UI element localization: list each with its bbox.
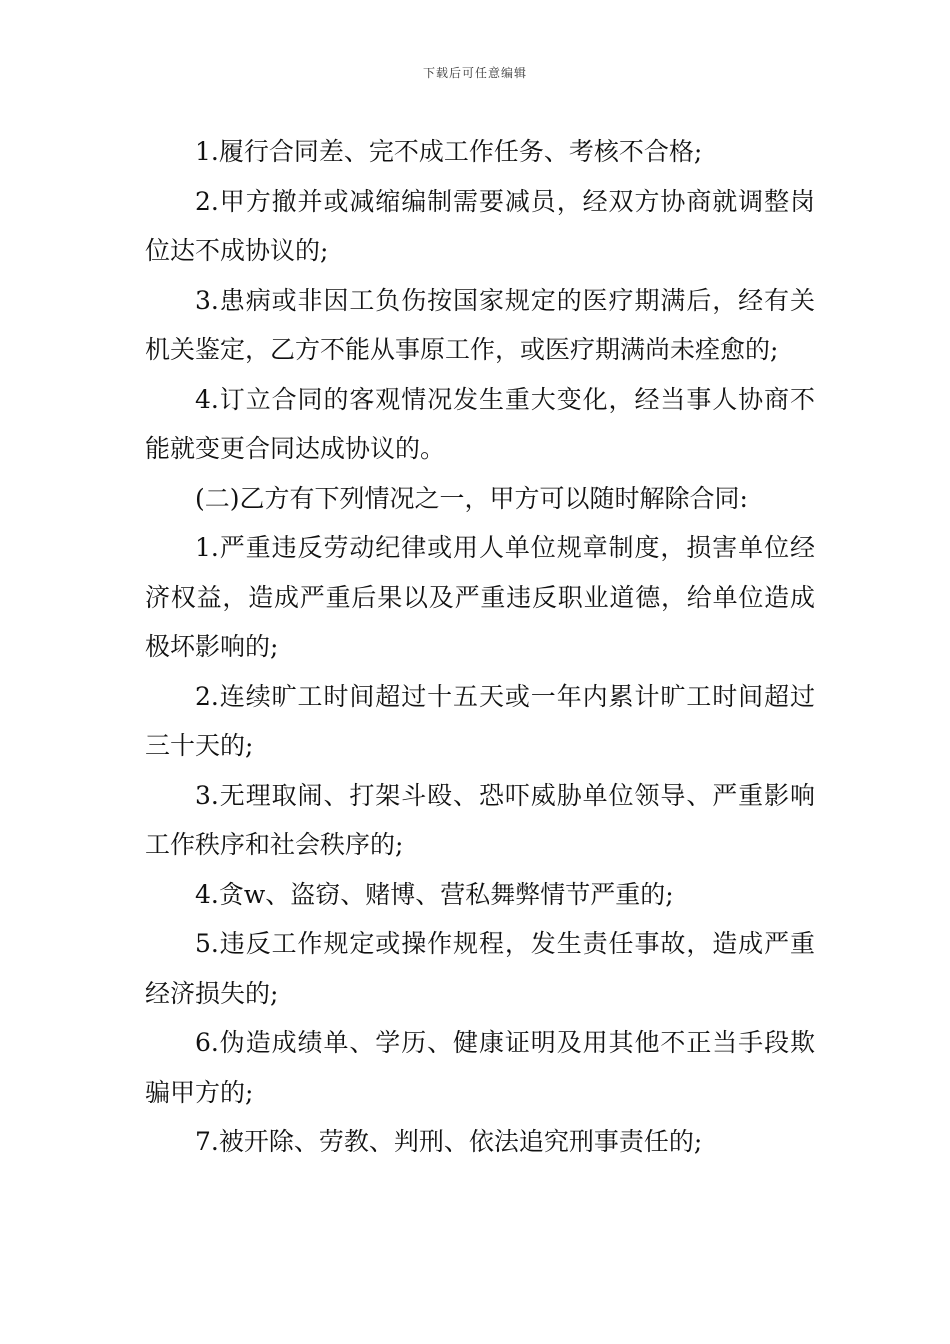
paragraph-2: 2.甲方撤并或减缩编制需要减员，经双方协商就调整岗位达不成协议的; bbox=[145, 186, 815, 265]
paragraph-10: 6.伪造成绩单、学历、健康证明及用其他不正当手段欺骗甲方的; bbox=[145, 1028, 815, 1107]
paragraph-5: 1.严重违反劳动纪律或用人单位规章制度，损害单位经济权益，造成严重后果以及严重违反职业道德，给单位造成极坏影响的; bbox=[145, 533, 815, 661]
paragraph-3: 3.患病或非因工负伤按国家规定的医疗期满后，经有关机关鉴定，乙方不能从事原工作，或医疗期满尚未痊愈的; bbox=[145, 285, 815, 364]
page-header: 下载后可任意编辑 bbox=[422, 66, 527, 80]
paragraph-1: 1.履行合同差、完不成工作任务、考核不合格; bbox=[195, 137, 703, 166]
paragraph-4: 4.订立合同的客观情况发生重大变化，经当事人协商不能就变更合同达成协议的。 bbox=[145, 384, 815, 463]
paragraph-9: 5.违反工作规定或操作规程，发生责任事故，造成严重经济损失的; bbox=[145, 929, 815, 1008]
section-heading-2: (二)乙方有下列情况之一，甲方可以随时解除合同: bbox=[195, 483, 748, 513]
paragraph-7: 3.无理取闹、打架斗殴、恐吓威胁单位领导、严重影响工作秩序和社会秩序的; bbox=[145, 780, 815, 859]
document-body bbox=[145, 127, 815, 1167]
paragraph-11: 7.被开除、劳教、判刑、依法追究刑事责任的; bbox=[195, 1127, 703, 1156]
paragraph-8: 4.贪w、盗窃、赌博、营私舞弊情节严重的; bbox=[195, 879, 674, 909]
paragraph-6: 2.连续旷工时间超过十五天或一年内累计旷工时间超过三十天的; bbox=[145, 681, 815, 760]
